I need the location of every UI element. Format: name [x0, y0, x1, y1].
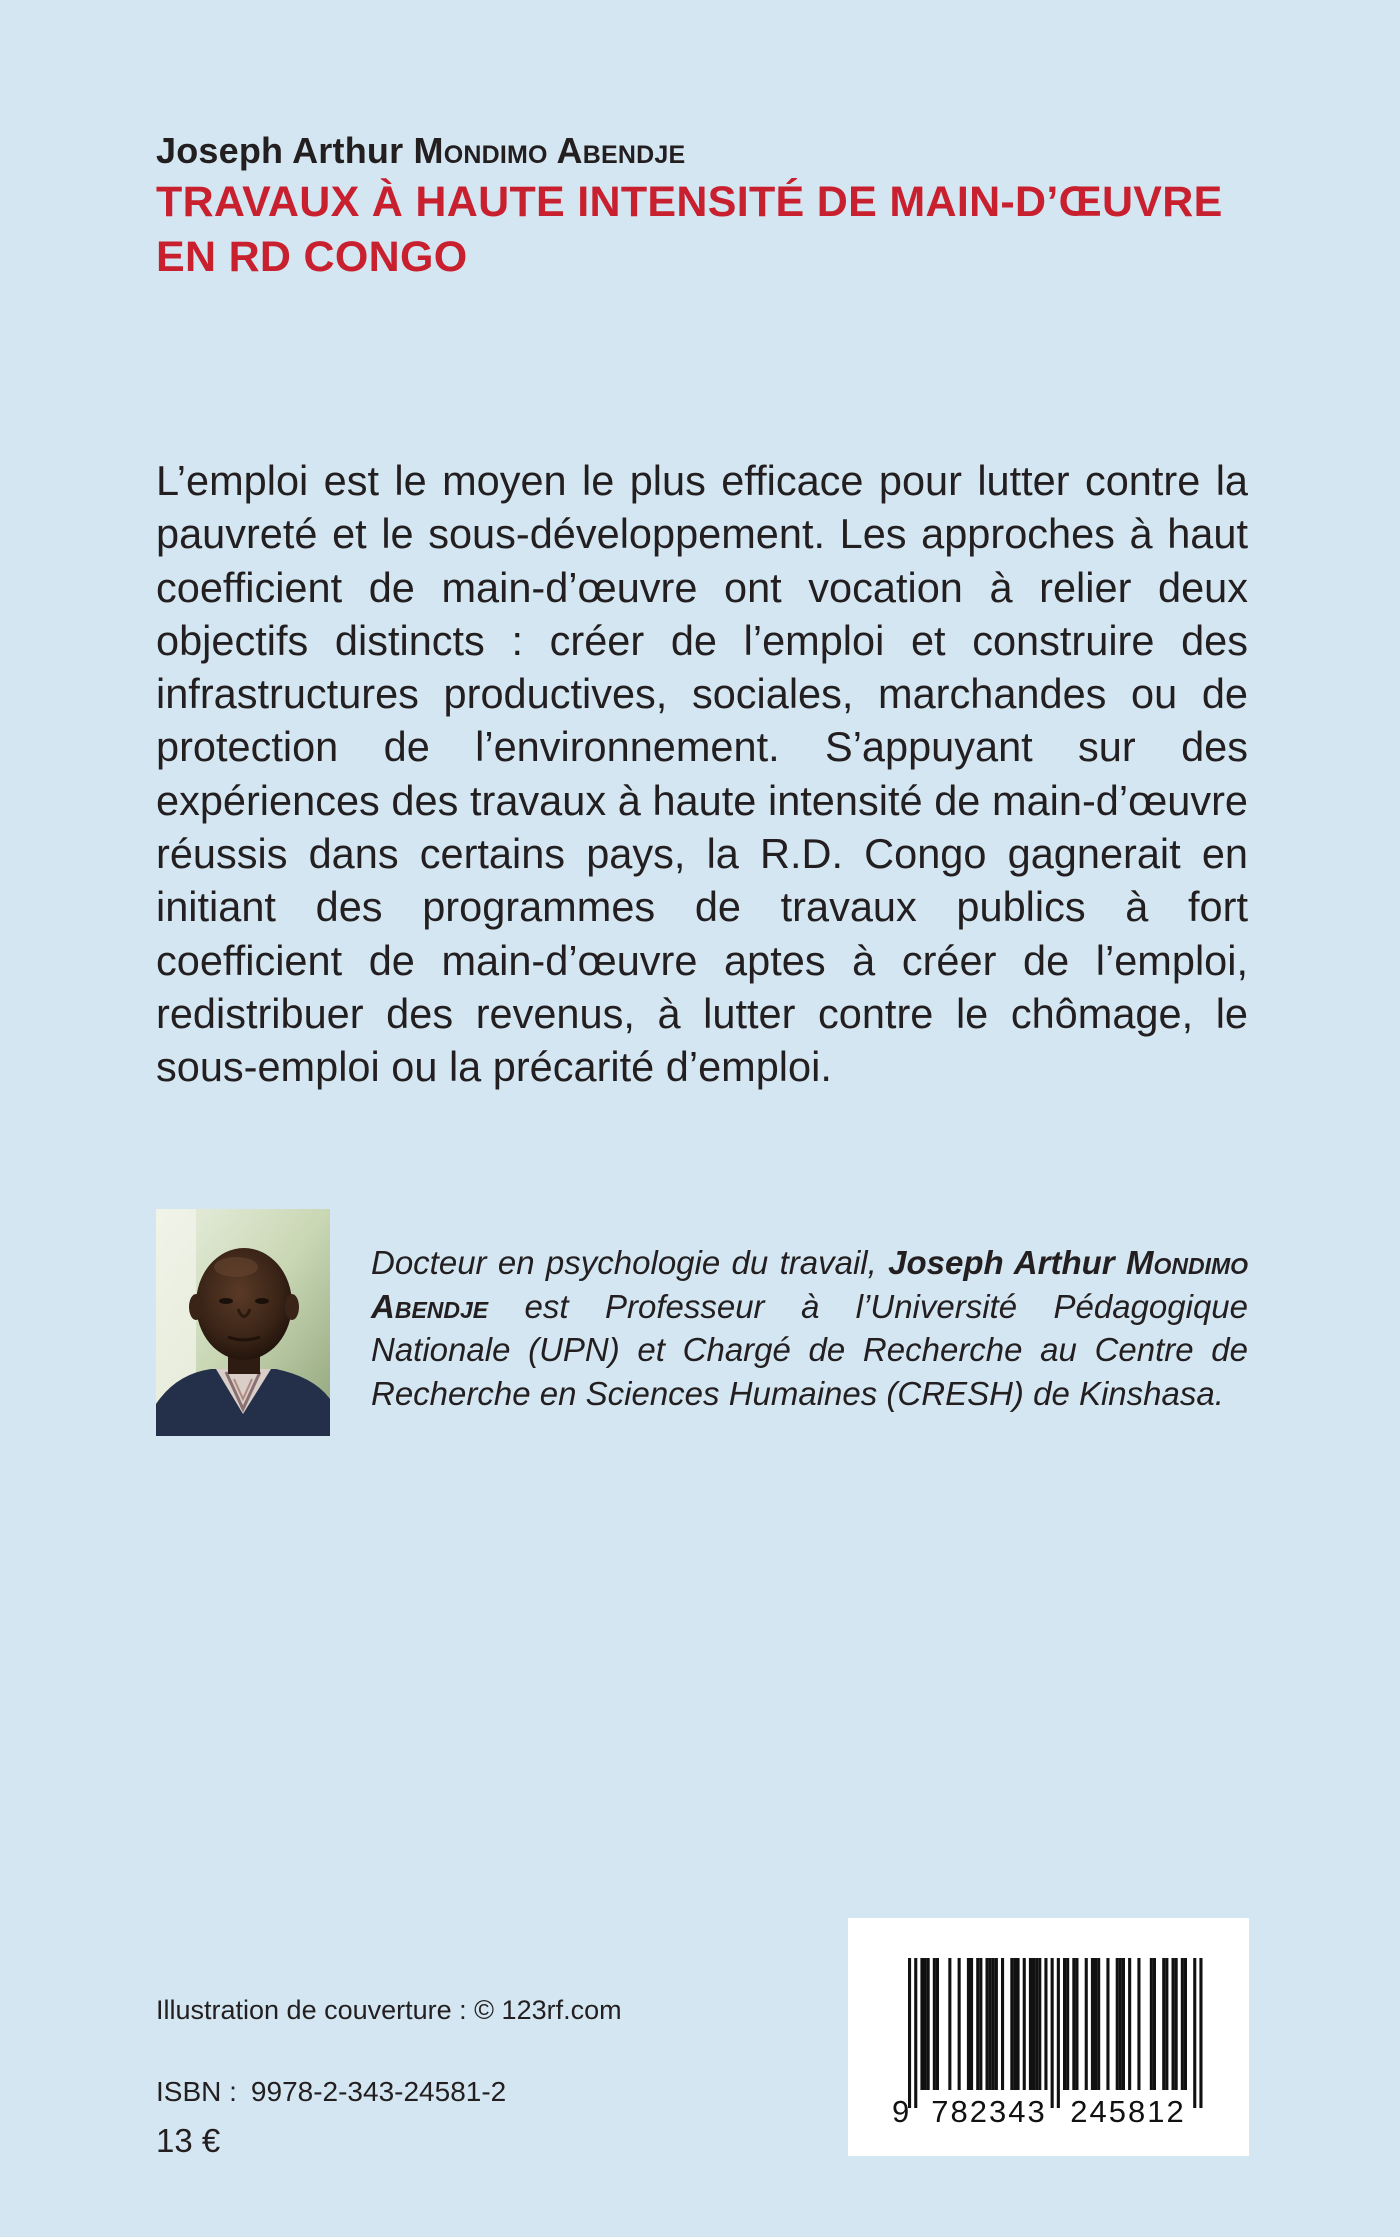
barcode-bar [948, 1958, 951, 2090]
price: 13 € [156, 2122, 221, 2159]
barcode-bar [924, 1958, 927, 2090]
barcode-bar [1094, 1958, 1097, 2090]
barcode-bar [1066, 1958, 1069, 2090]
bio-intro: Docteur en psychologie du travail, [371, 1244, 877, 1281]
barcode-bar [1184, 1958, 1187, 2090]
author-portrait-image [156, 1209, 330, 1436]
barcode-bar [986, 1958, 989, 2090]
barcode-bar [1091, 1958, 1094, 2090]
barcode-bar [1023, 1958, 1026, 2090]
barcode-bar [1044, 1958, 1047, 2090]
barcode-bar [1072, 1958, 1075, 2090]
barcode [848, 1918, 1249, 2156]
barcode-first-digit: 9 [892, 2094, 910, 2126]
barcode-bar [1038, 1958, 1041, 2090]
barcode-bar [1013, 1958, 1016, 2090]
barcode-group-1: 782343 [931, 2094, 1047, 2126]
barcode-bar [1032, 1958, 1035, 2090]
bio-description: est Professeur à l’Université Pédagogique Nationale (UPN) et Chargé de Recherche au Centre de Recherche en Sciences Humaines (CRESH) de Kinshasa. [371, 1287, 1248, 1412]
barcode-bar [995, 1958, 998, 2090]
isbn-line [156, 2076, 506, 2108]
barcode-bar [1106, 1958, 1109, 2090]
barcode-bar [992, 1958, 995, 2090]
barcode-bar [1128, 1958, 1131, 2090]
author-photo [156, 1209, 330, 1436]
back-cover-blurb: L’emploi est le moyen le plus efficace pour lutter contre la pauvreté et le sous-développement. Les approches à haut coefficient de main-d’œuvre ont vocation à relier deux objectifs distincts : créer de l’emploi et construire des infrastructures productives, sociales, marchandes ou de protection de l’environnement. S’appuyant sur des expériences des travaux à haute intensité de main-d’œuvre réussis dans certains pays, la R.D. Congo gagnerait en initiant des programmes de travaux publics à fort coefficient de main-d’œuvre aptes à créer de l’emploi, redistribuer des revenus, à lutter contre le chômage, le sous-emploi ou la précarité d’emploi. [156, 457, 1248, 1091]
isbn-number: 9978-2-343-24581-2 [250, 2076, 507, 2107]
barcode-bar [1165, 1958, 1168, 2090]
book-title [156, 175, 1276, 285]
barcode-bar [1029, 1958, 1032, 2090]
barcode-graphic [886, 1958, 1213, 2126]
barcode-bar [976, 1958, 979, 2090]
barcode-bar [936, 1958, 939, 2090]
book-title-line-2: EN RD CONGO [156, 233, 468, 281]
isbn-label: ISBN : [156, 2076, 237, 2107]
author-first-name: Joseph Arthur [156, 130, 404, 171]
barcode-bar [927, 1958, 930, 2090]
bio-author-first-name: Joseph Arthur [888, 1244, 1115, 1281]
barcode-group-2: 245812 [1070, 2094, 1186, 2126]
barcode-bar [908, 1958, 911, 2108]
barcode-bar [914, 1958, 917, 2108]
barcode-bar [1119, 1958, 1122, 2090]
barcode-bar [1150, 1958, 1153, 2090]
barcode-bar [1172, 1958, 1175, 2090]
barcode-bar [967, 1958, 970, 2090]
barcode-bar [1175, 1958, 1178, 2090]
barcode-bar [1017, 1958, 1020, 2090]
barcode-bar [1137, 1958, 1140, 2090]
barcode-bar [979, 1958, 982, 2090]
barcode-bar [1063, 1958, 1066, 2090]
barcode-bar [1001, 1958, 1004, 2090]
barcode-bar [1035, 1958, 1038, 2090]
barcode-bar [1010, 1958, 1013, 2090]
cover-illustration-credit: Illustration de couverture : © 123rf.com [156, 1995, 622, 2025]
barcode-bar [989, 1958, 992, 2090]
author-name [156, 130, 685, 172]
barcode-bar [958, 1958, 961, 2090]
barcode-bar [933, 1958, 936, 2090]
barcode-bar [1116, 1958, 1119, 2090]
book-title-line-1: TRAVAUX À HAUTE INTENSITÉ DE MAIN-D’ŒUVRE [156, 178, 1223, 226]
barcode-bar [1162, 1958, 1165, 2090]
bio-author-last-name: Mondimo Abendje [371, 1244, 1248, 1325]
barcode-bar [1051, 1958, 1054, 2108]
barcode-bar [1097, 1958, 1100, 2090]
barcode-bar [970, 1958, 973, 2090]
barcode-bar [920, 1958, 923, 2090]
barcode-bar [1122, 1958, 1125, 2090]
author-bio [371, 1241, 1248, 1415]
author-last-name: Mondimo Abendje [413, 130, 686, 171]
barcode-bar [1193, 1958, 1196, 2108]
barcode-bar [1057, 1958, 1060, 2108]
barcode-bar [1199, 1958, 1202, 2108]
barcode-bar [1075, 1958, 1078, 2090]
barcode-bar [1085, 1958, 1088, 2090]
barcode-bar [1153, 1958, 1156, 2090]
barcode-bar [1181, 1958, 1184, 2090]
